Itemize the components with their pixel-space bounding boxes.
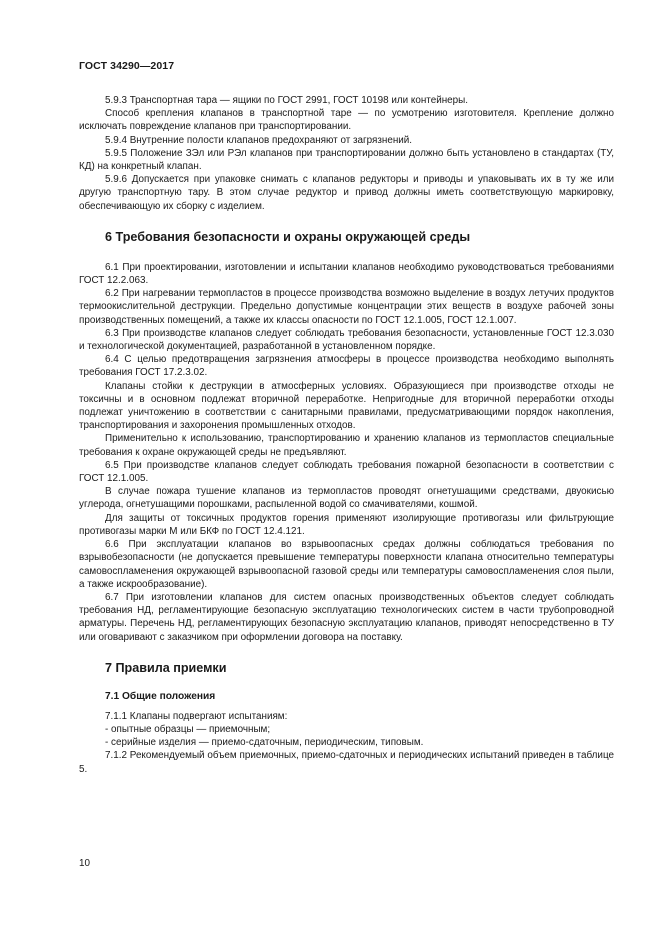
paragraph-6-7: 6.7 При изготовлении клапанов для систем опасных производственных объектов следует соблюдать требования НД, регламентирующие безопасную эксплуатацию технологических систем в части трубопроводной арматуры. Перечень НД, регламентирующих безопасную эксплуатацию клапанов, приводят непосредственно в ТУ или оговаривают с заказчиком при оформлении договора на поставку. (79, 591, 614, 643)
paragraph-6-4-waste: Клапаны стойки к деструкции в атмосферных условиях. Образующиеся при производстве отходы не токсичны и в основном подлежат вторичной переработке. Непригодные для вторичной переработки отходы подлежат уничтожению в соответствии с санитарными правилами, предусматривающими порядок накопления, транспортирования и захоронения промышленных отходов. (79, 380, 614, 432)
document-header: ГОСТ 34290—2017 (79, 60, 175, 72)
paragraph-6-5-fire: В случае пожара тушение клапанов из термопластов проводят огнетушащими средствами, двуокисью углерода, огнетушащими порошками, распыленной водой со смачивателями, кошмой. (79, 486, 614, 511)
list-item: - опытные образцы — приемочным; (105, 723, 271, 735)
paragraph-6-5: 6.5 При производстве клапанов следует соблюдать требования пожарной безопасности в соответствии с ГОСТ 12.1.005. (79, 459, 614, 485)
paragraph-6-1: 6.1 При проектировании, изготовлении и испытании клапанов необходимо руководствоваться требованиями ГОСТ 12.2.063. (79, 261, 614, 287)
page-number: 10 (79, 858, 90, 869)
subsection-7-1-heading: 7.1 Общие положения (105, 690, 216, 702)
paragraph-6-4-environment: Применительно к использованию, транспортированию и хранению клапанов из термопластов специальные требования к охране окружающей среды не предъявляют. (79, 433, 614, 458)
paragraph-6-2: 6.2 При нагревании термопластов в процессе производства возможно выделение в воздух летучих продуктов термоокислительной деструкции. Предельно допустимые концентрации этих веществ в воздухе рабочей зоны производственных помещений, а также их классы опасности по ГОСТ 12.1.005, ГОСТ 12.1.007. (79, 288, 614, 326)
paragraph-6-5-protection: Для защиты от токсичных продуктов горения применяют изолирующие противогазы или фильтрующие противогазы марки М или БКФ по ГОСТ 12.4.121. (79, 512, 614, 537)
paragraph-5-9-6: 5.9.6 Допускается при упаковке снимать с клапанов редукторы и приводы и упаковывать их в ту же или другую транспортную тару. В этом случае редуктор и привод должны иметь соответствующую маркировку, обеспечивающую их сборку с изделием. (79, 174, 614, 212)
paragraph-6-6: 6.6 При эксплуатации клапанов во взрывоопасных средах должны соблюдаться требования по взрывобезопасности (не допускается превышение температуры поверхности клапана относительно температуры самовоспламенения окружающей взрывоопасной газовой среды или температуры самовоспламенения слоя пыли, а также искрообразование). (79, 539, 614, 590)
paragraph-5-9-3-fastening: Способ крепления клапанов в транспортной таре — по усмотрению изготовителя. Крепление должно исключать повреждение клапанов при транспортировании. (79, 108, 614, 133)
paragraph-5-9-3: 5.9.3 Транспортная тара — ящики по ГОСТ 2991, ГОСТ 10198 или контейнеры. (105, 95, 469, 106)
paragraph-5-9-4: 5.9.4 Внутренние полости клапанов предохраняют от загрязнений. (105, 134, 413, 146)
paragraph-7-1-1: 7.1.1 Клапаны подвергают испытаниям: (105, 710, 288, 722)
paragraph-7-1-2: 7.1.2 Рекомендуемый объем приемочных, приемо-сдаточных и периодических испытаний приведен в таблице 5. (79, 750, 614, 775)
section-7-heading: 7 Правила приемки (105, 660, 227, 675)
paragraph-6-4: 6.4 С целью предотвращения загрязнения атмосферы в процессе производства необходимо выполнять требования ГОСТ 17.2.3.02. (79, 354, 614, 379)
section-6-heading: 6 Требования безопасности и охраны окружающей среды (105, 229, 471, 244)
paragraph-5-9-5: 5.9.5 Положение ЗЭл или РЭл клапанов при транспортировании должно быть установлено в стандартах (ТУ, КД) на конкретный клапан. (79, 147, 614, 173)
list-item: - серийные изделия — приемо-сдаточным, периодическим, типовым. (105, 737, 424, 749)
paragraph-6-3: 6.3 При производстве клапанов следует соблюдать требования безопасности, установленные ГОСТ 12.3.030 и технологической документацией, разработанной в установленном порядке. (79, 327, 614, 353)
document-body (79, 94, 614, 776)
